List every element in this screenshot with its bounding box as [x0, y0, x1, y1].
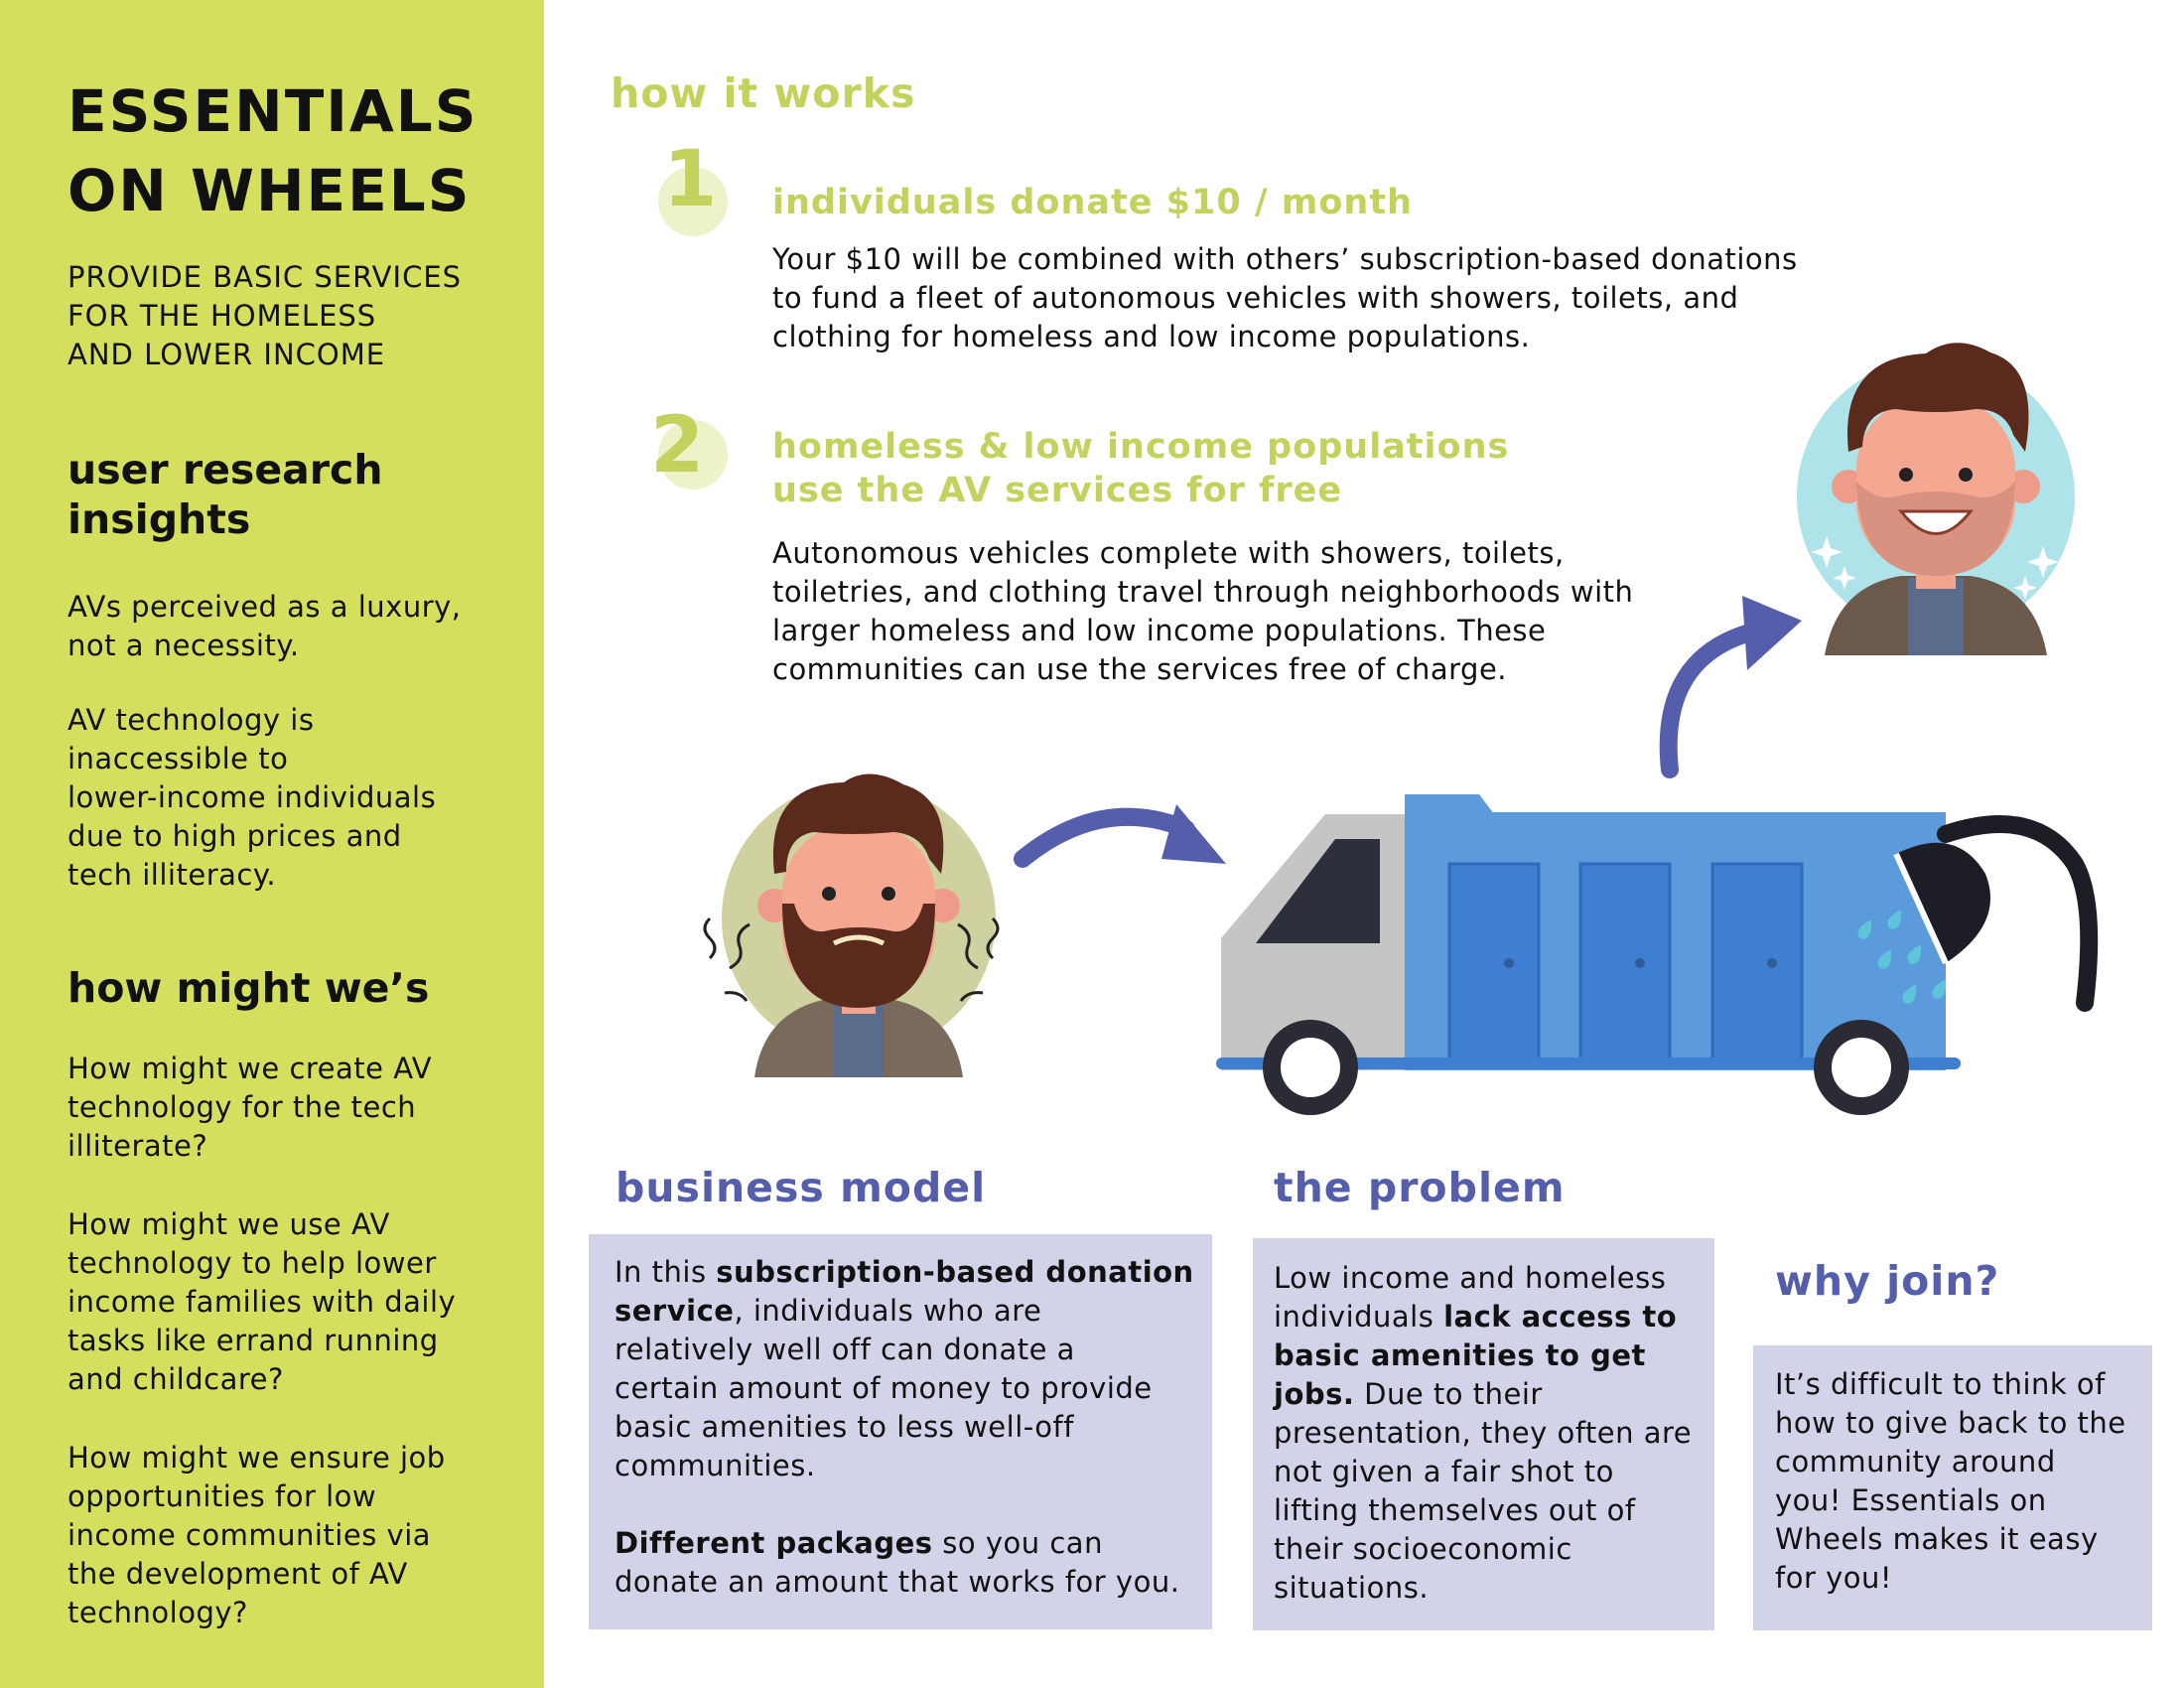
hmw-1: How might we create AV technology for the tech illiterate? — [68, 1052, 433, 1163]
hmw-heading: how might we’s — [68, 964, 430, 1012]
problem-text: Low income and homeless individuals lack access to basic amenities to get jobs. Due to their presentation, they often are not given a fair shot to lifting themselves out of their socioeconomic situations. — [1274, 1261, 1693, 1605]
step-1-heading: individuals donate $10 / month — [772, 183, 1413, 222]
why-join-text: It’s difficult to think of how to give back to the community around you! Essentials on Wheels makes it easy for you! — [1775, 1367, 2126, 1595]
step-2-body: Autonomous vehicles complete with showers, toilets, toiletries, and clothing travel through neighborhoods with larger homeless and low income populations. These communities can use the services free of charge. — [772, 536, 1634, 686]
insight-1: AVs perceived as a luxury, not a necessity. — [68, 590, 462, 662]
insights-heading: user research insights — [68, 446, 383, 543]
how-it-works-title: how it works — [611, 70, 916, 117]
step-2-heading: homeless & low income populations use the AV services for free — [772, 427, 1510, 510]
happy-person-icon — [1787, 328, 2085, 665]
water-drops-icon — [1846, 899, 1956, 1028]
why-join-heading: why join? — [1775, 1257, 2000, 1305]
hmw-3: How might we ensure job opportunities for low income communities via the development of AV technology? — [68, 1441, 446, 1629]
arrow-icon — [1013, 784, 1241, 884]
page-subtitle: PROVIDE BASIC SERVICES FOR THE HOMELESS AND LOWER INCOME — [68, 260, 463, 371]
insight-2: AV technology is inaccessible to lower-income individuals due to high prices and tech illiteracy. — [68, 703, 437, 892]
sad-person-icon — [695, 755, 1023, 1082]
step-1-body: Your $10 will be combined with others’ subscription-based donations to fund a fleet of autonomous vehicles with showers, toilets, and clothing for homeless and low income populations. — [772, 242, 1798, 353]
problem-heading: the problem — [1274, 1164, 1566, 1211]
sidebar — [0, 0, 544, 1688]
page-title: ESSENTIALS ON WHEELS — [68, 77, 478, 224]
business-model-heading: business model — [615, 1164, 987, 1211]
hmw-2: How might we use AV technology to help lower income families with daily tasks like errand running and childcare? — [68, 1207, 457, 1396]
business-model-text: In this subscription-based donation service, individuals who are relatively well off can donate a certain amount of money to provide basic amenities to less well-off communities. Different packages so you can donate an amount that works for you. — [614, 1255, 1194, 1599]
step-2-number: 2 — [650, 401, 705, 491]
step-1-number: 1 — [663, 135, 718, 224]
